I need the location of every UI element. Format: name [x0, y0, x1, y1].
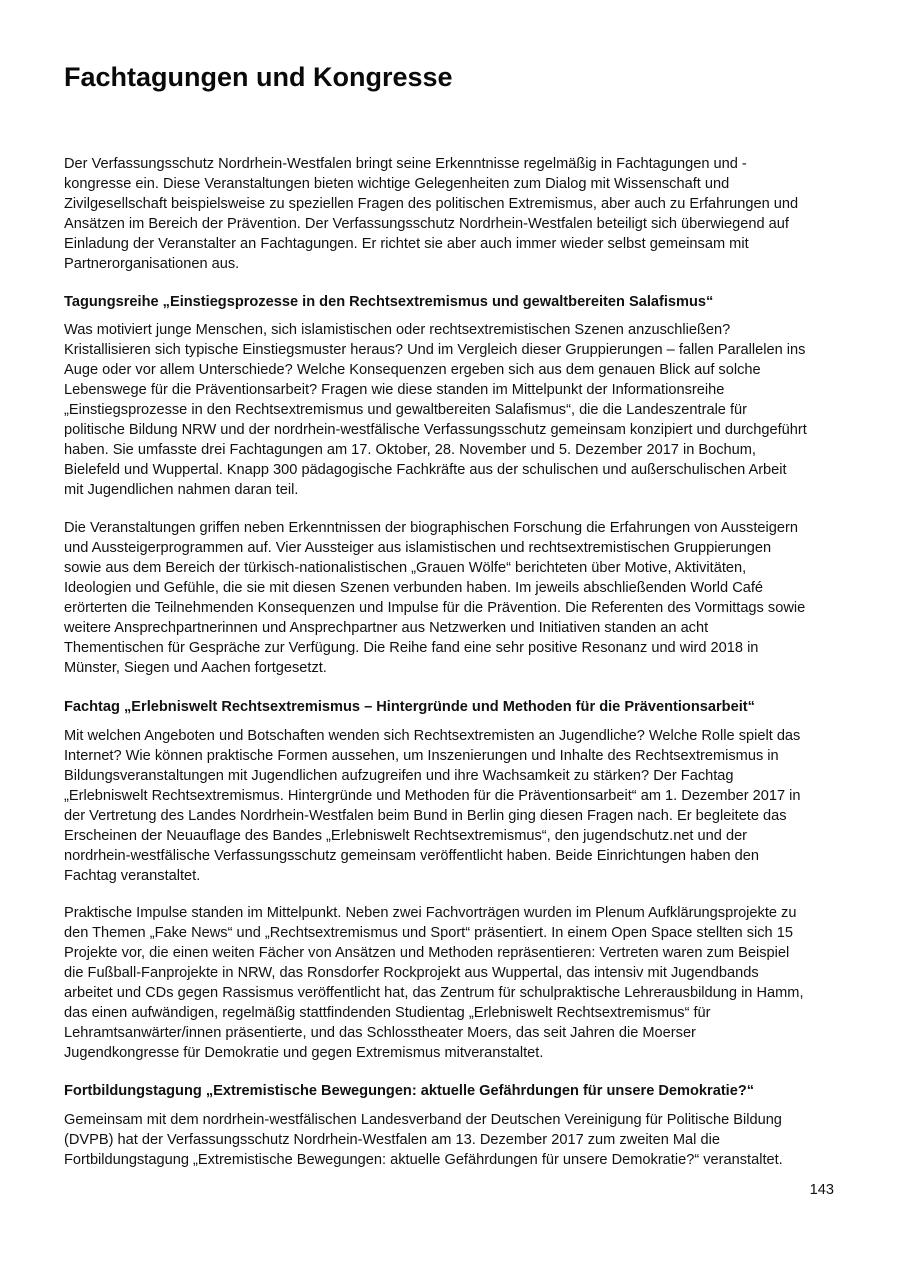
section-heading: Fachtag „Erlebniswelt Rechtsextremismus – Hintergründe und Methoden für die Präventionsarbeit“ [64, 699, 755, 715]
text-line: der Vertretung des Landes Nordrhein-Westfalen beim Bund in Berlin ging diesen Fragen nach. Er begleitete das [64, 808, 787, 824]
text-line: Praktische Impulse standen im Mittelpunkt. Neben zwei Fachvorträgen wurden im Plenum Aufklärungsprojekte zu [64, 905, 797, 921]
text-line: Bielefeld und Wuppertal. Knapp 300 pädagogische Fachkräfte aus der schulischen und außerschulischen Arbeit [64, 462, 787, 478]
text-line: Gemeinsam mit dem nordrhein-westfälischen Landesverband der Deutschen Vereinigung für Politische Bildung [64, 1112, 782, 1128]
text-line: Kristallisieren sich typische Einstiegsmuster heraus? Und im Vergleich dieser Gruppierungen – fallen Parallelen ins [64, 342, 806, 358]
text-line: Thementischen für Gespräche zur Verfügung. Die Reihe fand eine sehr positive Resonanz und wird 2018 in [64, 640, 759, 656]
text-line: Die Veranstaltungen griffen neben Erkenntnissen der biographischen Forschung die Erfahrungen von Aussteigern [64, 520, 798, 536]
text-line: Erscheinen der Neuauflage des Bandes „Erlebniswelt Rechtsextremismus“, den jugendschutz.net und der [64, 828, 748, 844]
section-fachtag-paragraph-2 [64, 903, 854, 1063]
text-line: Fachtag veranstaltet. [64, 868, 201, 884]
text-line: Bildungsveranstaltungen mit Jugendlichen aufzugreifen und ihre Wachsamkeit zu stärken? Der Fachtag [64, 768, 734, 784]
text-line: Zivilgesellschaft beispielsweise zu speziellen Fragen des politischen Extremismus, aber auch zu Erfahrungen und [64, 196, 799, 212]
page-title: Fachtagungen und Kongresse [64, 62, 453, 92]
section-tagungsreihe-paragraph-2 [64, 518, 854, 678]
section-heading-tagungsreihe [64, 292, 854, 312]
section-heading-fachtag [64, 697, 854, 717]
text-line: erörterten die Teilnehmenden Konsequenzen und Impulse für die Prävention. Die Referenten des Vormittags sowie [64, 600, 806, 616]
text-line: Ansätzen im Bereich der Prävention. Der Verfassungsschutz Nordrhein-Westfalen beteiligt sich überwiegend auf [64, 216, 789, 232]
text-line: Partnerorganisationen aus. [64, 256, 240, 272]
text-line: Auge oder vor allem Unterschiede? Welche Konsequenzen ergeben sich aus dem genauen Blick auf solche [64, 362, 761, 378]
text-line: und Aussteigerprogrammen auf. Vier Aussteiger aus islamistischen und rechtsextremistischen Gruppierungen [64, 540, 772, 556]
text-line: Einladung der Veranstalter an Fachtagungen. Er richtet sie aber auch immer wieder selbst gemeinsam mit [64, 236, 749, 252]
section-fachtag-paragraph-1 [64, 726, 854, 886]
text-line: arbeitet und CDs gegen Rassismus veröffentlicht hat, das Zentrum für schulpraktische Lehrerausbildung in Hamm, [64, 985, 804, 1001]
text-line: Lebenswege für die Präventionsarbeit? Fragen wie diese standen im Mittelpunkt der Informationsreihe [64, 382, 725, 398]
text-line: Projekte vor, die einen weiten Fächer von Ansätzen und Methoden repräsentieren: Vertreten waren zum Beispiel [64, 945, 790, 961]
text-line: „Erlebniswelt Rechtsextremismus. Hintergründe und Methoden für die Präventionsarbeit“ am 1. Dezember 2017 in [64, 788, 801, 804]
text-line: haben. Sie umfasste drei Fachtagungen am 17. Oktober, 28. November und 5. Dezember 2017 in Bochum, [64, 442, 756, 458]
text-line: nordrhein-westfälische Verfassungsschutz gemeinsam veröffentlicht haben. Beide Einrichtungen haben den [64, 848, 759, 864]
text-line: Was motiviert junge Menschen, sich islamistischen oder rechtsextremistischen Szenen anzuschließen? [64, 322, 731, 338]
text-line: (DVPB) hat der Verfassungsschutz Nordrhein-Westfalen am 13. Dezember 2017 zum zweiten Mal die [64, 1132, 720, 1148]
text-line: sowie aus dem Bereich der türkisch-nationalistischen „Grauen Wölfe“ berichteten über Motive, Aktivitäten, [64, 560, 747, 576]
page-number: 143 [809, 1182, 834, 1198]
section-heading-fortbildungstagung [64, 1081, 854, 1101]
text-line: mit Jugendlichen nahmen daran teil. [64, 482, 299, 498]
text-line: weitere Ansprechpartnerinnen und Ansprechpartner aus Netzwerken und Initiativen standen an acht [64, 620, 709, 636]
text-line: kongresse ein. Diese Veranstaltungen bieten wichtige Gelegenheiten zum Dialog mit Wissenschaft und [64, 176, 730, 192]
text-line: Mit welchen Angeboten und Botschaften wenden sich Rechtsextremisten an Jugendliche? Welche Rolle spielt das [64, 728, 801, 744]
text-line: Internet? Wie können praktische Formen aussehen, um Inszenierungen und Inhalte des Rechtsextremismus in [64, 748, 779, 764]
text-line: Der Verfassungsschutz Nordrhein-Westfalen bringt seine Erkenntnisse regelmäßig in Fachtagungen und - [64, 156, 747, 172]
text-line: die Fußball-Fanprojekte in NRW, das Ronsdorfer Rockprojekt aus Wuppertal, das intensiv mit Jugendbands [64, 965, 759, 981]
text-line: das einen aufwändigen, regelmäßig stattfindenden Studientag „Erlebniswelt Rechtsextremismus“ für [64, 1005, 711, 1021]
section-tagungsreihe-paragraph-1 [64, 320, 854, 500]
text-line: Ideologien und Gefühle, die sie mit diesen Szenen verbunden haben. Im jeweils abschließenden World Café [64, 580, 764, 596]
text-line: politische Bildung NRW und der nordrhein-westfälische Verfassungsschutz gemeinsam konzipiert und durchgeführt [64, 422, 807, 438]
text-line: Lehramtsanwärter/innen präsentierte, und das Schlosstheater Moers, das seit Jahren die Moerser [64, 1025, 696, 1041]
intro-paragraph [64, 154, 854, 274]
text-line: „Einstiegsprozesse in den Rechtsextremismus und gewaltbereiten Salafismus“, die die Landeszentrale für [64, 402, 748, 418]
text-line: den Themen „Fake News“ und „Rechtsextremismus und Sport“ präsentiert. In einem Open Space stellten sich 15 [64, 925, 793, 941]
text-line: Jugendkongresse für Demokratie und gegen Extremismus mitveranstaltet. [64, 1045, 544, 1061]
text-line: Münster, Siegen und Aachen fortgesetzt. [64, 660, 327, 676]
section-heading: Tagungsreihe „Einstiegsprozesse in den Rechtsextremismus und gewaltbereiten Salafismus“ [64, 294, 714, 310]
text-line: Fortbildungstagung „Extremistische Bewegungen: aktuelle Gefährdungen für unsere Demokratie?“ veranstaltet. [64, 1152, 783, 1168]
section-fortbildungstagung-paragraph-1 [64, 1110, 854, 1170]
section-heading: Fortbildungstagung „Extremistische Bewegungen: aktuelle Gefährdungen für unsere Demokratie?“ [64, 1083, 755, 1099]
